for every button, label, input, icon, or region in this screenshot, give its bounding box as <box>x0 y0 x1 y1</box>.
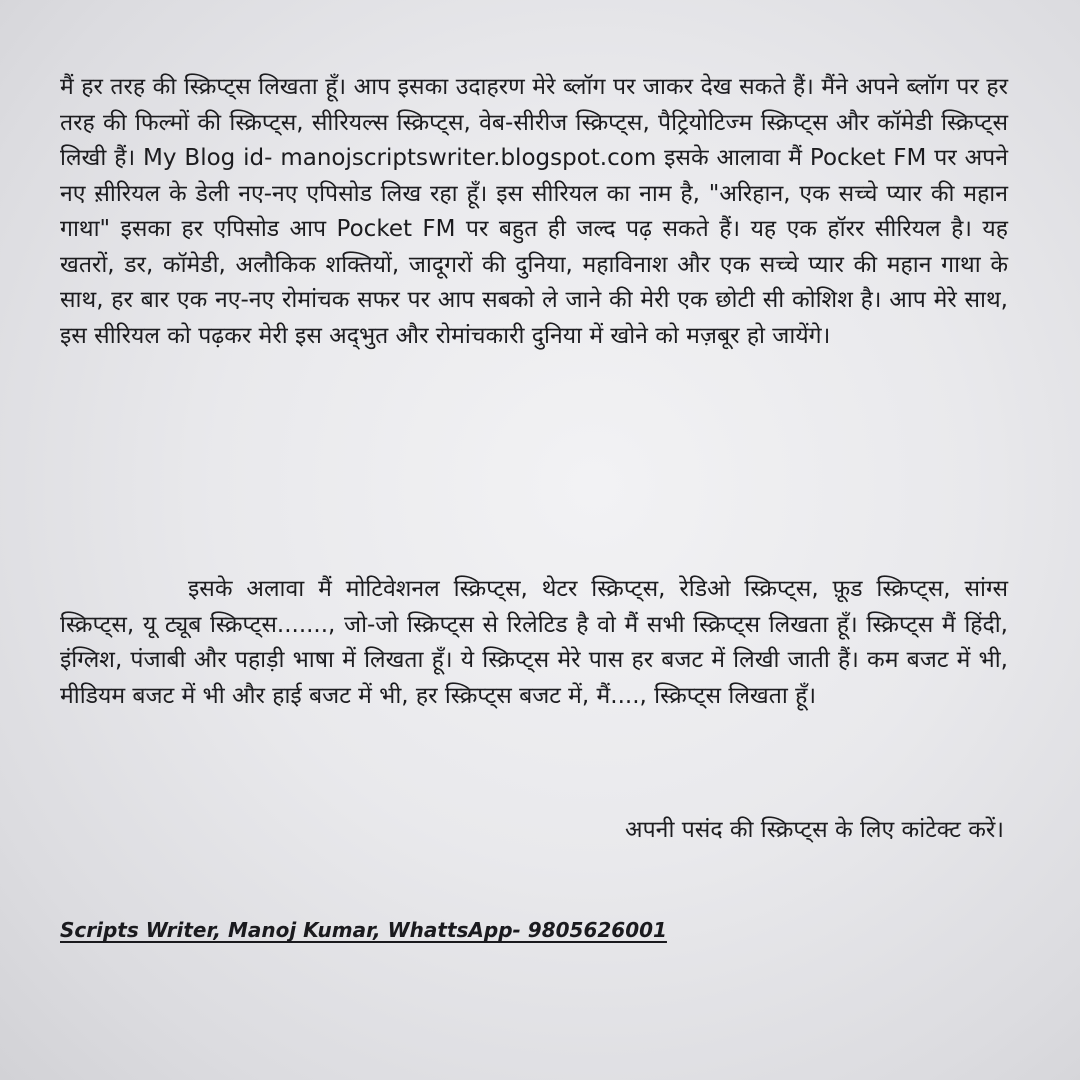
paragraph-services: इसके अलावा मैं मोटिवेशनल स्क्रिप्ट्स, थेटर स्क्रिप्ट्स, रेडिओ स्क्रिप्ट्स, फ़ूड स्क्रिप्ट्स, सांग्स स्क्रिप्ट्स, यू ट्यूब स्क्रिप्ट्स......., जो-जो स्क्रिप्ट्स से रिलेटिड है वो मैं सभी स्क्रिप्ट्स लिखता हूँ। स्क्रिप्ट्स मैं हिंदी, इंग्लिश, पंजाबी और पहाड़ी भाषा में लिखता हूँ। ये स्क्रिप्ट्स मेरे पास हर बजट में लिखी जाती हैं। कम बजट में भी, मीडियम बजट में भी और हाई बजट में भी, हर स्क्रिप्ट्स बजट में, मैं...., स्क्रिप्ट्स लिखता हूँ। <box>60 576 1008 709</box>
footer-signature: Scripts Writer, Manoj Kumar, WhattsApp- 9805626001 <box>60 918 667 942</box>
paragraph-intro: मैं हर तरह की स्क्रिप्ट्स लिखता हूँ। आप इसका उदाहरण मेरे ब्लॉग पर जाकर देख सकते हैं। मैंने अपने ब्लॉग पर हर तरह की फिल्मों की स्क्रिप्ट्स, सीरियल्स स्क्रिप्ट्स, वेब-सीरीज स्क्रिप्ट्स, पैट्रियोटिज्म स्क्रिप्ट्स और कॉमेडी स्क्रिप्ट्स लिखी हैं। My Blog id- manojscriptswriter.blogspot.com इसके आलावा मैं Pocket FM पर अपने नए स़ीरियल के डेली नए-नए एपिसोड लिख रहा हूँ। इस सीरियल का नाम है, "अरिहान, एक सच्चे प्यार की महान गाथा" इसका हर एपिसोड आप Pocket FM पर बहुत ही जल्द पढ़ सकते हैं। यह एक हॉरर सीरियल है। यह खतरों, डर, कॉमेडी, अलौकिक शक्तियों, जादूगरों की दुनिया, महाविनाश और एक सच्चे प्यार की महान गाथा के साथ, हर बार एक नए-नए रोमांचक सफर पर आप सबको ले जाने की मेरी एक छोटी सी कोशिश है। आप मेरे साथ, इस सीरियल को पढ़कर मेरी इस अद्‌भुत और रोमांचकारी दुनिया में खोने को मज़बूर हो जायेंगे। <box>60 74 1008 349</box>
contact-call-to-action: अपनी पसंद की स्क्रिप्ट्स के लिए कांटेक्ट करें। <box>625 817 1004 843</box>
